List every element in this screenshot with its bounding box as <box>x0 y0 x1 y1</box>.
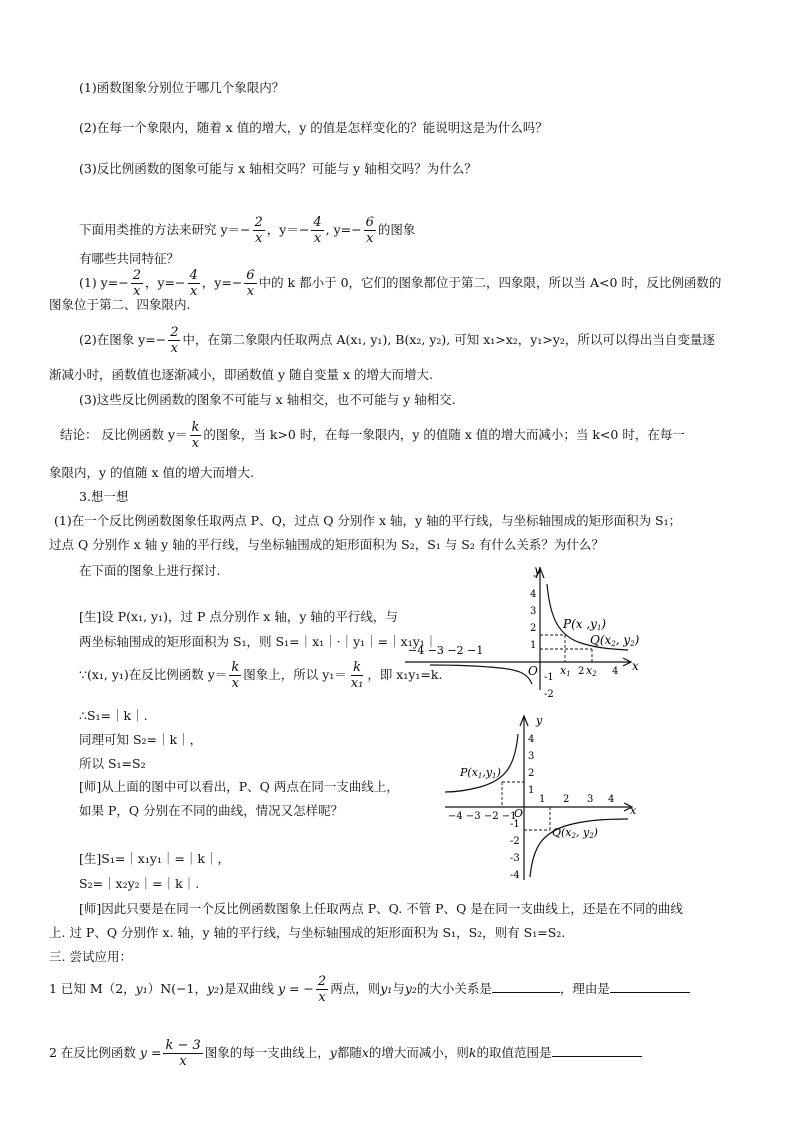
x-label: x <box>632 659 639 673</box>
svg-text:3: 3 <box>528 751 535 762</box>
svg-text:2: 2 <box>563 794 570 805</box>
point-2: (2)在图象 y=− $\frac{2}{x}$ 中，在第二象限内任取两点 A(x₁, y₁), B(x₂, y₂), 可知 x₁>x₂，y₁>y₂，所以可以得出当自变量逐 <box>79 325 715 356</box>
svg-text:-1: -1 <box>544 672 554 683</box>
think-p1: (1)在一个反比例函数图象任取两点 P、Q，过点 Q 分别作 x 轴，y 轴的平行线，与坐标轴围成的矩形面积为 S₁； <box>54 513 682 528</box>
svg-text:2: 2 <box>578 666 585 677</box>
point-3: (3)这些反比例函数的图象不可能与 x 轴相交，也不可能与 y 轴相交. <box>79 392 456 407</box>
fraction: $\frac{k}{\text{x₁}}$ <box>350 660 364 691</box>
conclusion-line-2: 象限内，y 的值随 x 值的增大而增大. <box>49 465 255 480</box>
analogy-line: 下面用类推的方法来研究 y＝− $\frac{2}{x}$ ，y＝− $\frac{4}{x}$ , y=− $\frac{6}{x}$ 的图象 <box>79 215 416 246</box>
fraction: $\frac{2}{x}$ <box>132 268 141 299</box>
svg-text:1: 1 <box>530 640 537 651</box>
svg-text:-3: -3 <box>510 853 520 864</box>
svg-text:4: 4 <box>608 794 615 805</box>
dialog-s8: S₂=｜x₂y₂｜=｜k｜. <box>79 876 200 891</box>
origin: O <box>514 807 524 820</box>
x2-label: x2 <box>586 664 597 678</box>
dialog-t1: [师]从上面的图中可以看出，P、Q 两点在同一支曲线上， <box>79 779 399 794</box>
x-neg-ticks: −4 −3 −2 −1 <box>448 811 517 822</box>
question-3: (3)反比例函数的图象可能与 x 轴相交吗？可能与 y 轴相交吗？为什么？ <box>79 161 477 176</box>
answer-blank-reason[interactable] <box>610 980 690 993</box>
fraction: $\frac{k}{x}$ <box>231 660 240 691</box>
x-neg-ticks: −4 −3 −2 −1 <box>408 644 484 657</box>
point-p-label: P(x ,y1) <box>563 617 607 632</box>
think-p2: 过点 Q 分别作 x 轴 y 轴的平行线，与坐标轴围成的矩形面积为 S₂，S₁ 与 S₂ 有什么关系？为什么？ <box>49 537 604 552</box>
svg-text:1: 1 <box>528 785 535 796</box>
svg-text:1: 1 <box>539 794 546 805</box>
dialog-s1: [生]设 P(x₁, y₁)，过 P 点分别作 x 轴，y 轴的平行线，与 <box>79 609 398 624</box>
dialog-s5: 同理可知 S₂=｜k｜， <box>79 732 203 747</box>
dialog-s4: ∴S₁=｜k｜. <box>79 708 148 723</box>
practice-q2: 2 在反比例函数 y = $\frac{k - 3}{x}$ 图象的每一支曲线上，y都随x的增大而减小，则k的取值范围是 <box>49 1038 642 1069</box>
point-2-line-2: 渐减小时，函数值也逐渐减小，即函数值 y 随自变量 x 的增大而增大. <box>49 367 433 382</box>
point-q-label: Q(x2, y2) <box>552 826 598 840</box>
fraction: $\frac{2}{x}$ <box>254 215 263 246</box>
x-pos-ticks <box>578 666 618 677</box>
think-p3: 在下面的图象上进行探讨. <box>79 563 221 578</box>
dialog-t4: 上. 过 P、Q 分别作 x. 轴，y 轴的平行线，与坐标轴围成的矩形面积为 S₁，S₂，则有 S₁=S₂. <box>49 925 566 940</box>
curve-q2 <box>445 734 518 792</box>
svg-text:3: 3 <box>587 794 594 805</box>
point-q-label: Q(x2, y2) <box>590 633 640 648</box>
question-1: (1)函数图象分别位于哪几个象限内？ <box>79 80 285 95</box>
fraction: $\frac{2}{x}$ <box>317 974 327 1005</box>
svg-text:-2: -2 <box>510 836 520 847</box>
fraction: $\frac{k - 3}{x}$ <box>165 1038 201 1069</box>
graph-1 <box>400 562 650 700</box>
x-pos-ticks <box>539 794 614 805</box>
dialog-t3: [师]因此只要是在同一个反比例函数图象上任取两点 P、Q. 不管 P、Q 是在同一支曲线上，还是在不同的曲线 <box>79 901 683 916</box>
fraction: $\frac{2}{x}$ <box>170 325 179 356</box>
dialog-s7: [生]S₁=｜x₁y₁｜=｜k｜， <box>79 851 230 866</box>
dialog-s6: 所以 S₁=S₂ <box>79 756 146 771</box>
answer-blank-relation[interactable] <box>492 980 560 993</box>
x-label: x <box>630 804 637 817</box>
svg-text:3: 3 <box>530 606 537 617</box>
answer-blank-k-range[interactable] <box>552 1044 642 1057</box>
svg-text:2: 2 <box>528 768 535 779</box>
fraction: $\frac{4}{x}$ <box>189 268 198 299</box>
curve-q3 <box>430 665 532 684</box>
fraction: $\frac{k}{x}$ <box>191 420 200 451</box>
fraction: $\frac{6}{x}$ <box>365 215 374 246</box>
analogy-line-2: 有哪些共同特征？ <box>79 251 180 266</box>
fraction: $\frac{6}{x}$ <box>246 268 255 299</box>
fraction: $\frac{4}{x}$ <box>313 215 322 246</box>
svg-text:4: 4 <box>530 589 537 600</box>
svg-text:-2: -2 <box>544 689 554 700</box>
practice-heading: 三. 尝试应用： <box>49 949 132 964</box>
graph-2 <box>440 712 640 882</box>
svg-text:-4: -4 <box>510 870 520 881</box>
think-heading: 3.想一想 <box>79 489 129 504</box>
dialog-s2: 两坐标轴围成的矩形面积为 S₁，则 S₁=｜x₁｜·｜y₁｜=｜x₁y₁｜ <box>79 634 438 649</box>
x1-label: x1 <box>560 664 571 678</box>
practice-q1: 1 已知 M（2，y₁）N(−1，y₂)是双曲线 y = − $\frac{2}{x}$ 两点，则y₁与y₂的大小关系是 ，理由是 <box>49 974 690 1005</box>
y-label: y <box>536 714 543 727</box>
origin: O <box>528 664 538 678</box>
svg-text:4: 4 <box>612 666 619 677</box>
point-1: (1) y=− $\frac{2}{x}$ ，y=− $\frac{4}{x}$ ，y=− $\frac{6}{x}$ 中的 k 都小于 0，它们的图象都位于第二，四象限，所以当 A<0 时，反比例函数的 <box>79 268 722 299</box>
point-1-line-2: 图象位于第二、四象限内. <box>49 297 191 312</box>
conclusion: 结论： 反比例函数 y＝ $\frac{k}{x}$ 的图象，当 k>0 时，在每一象限内，y 的值随 x 值的增大而减小；当 k<0 时，在每一 <box>60 420 685 451</box>
svg-text:2: 2 <box>530 623 537 634</box>
svg-text:-1: -1 <box>510 819 520 830</box>
dialog-s3: ∵(x₁, y₁)在反比例函数 y＝ $\frac{k}{x}$ 图象上，所以 y₁＝ $\frac{k}{\text{x₁}}$ ，即 x₁y₁=k. <box>79 660 443 691</box>
y-label: y <box>534 563 541 577</box>
dialog-t2: 如果 P，Q 分别在不同的曲线，情况又怎样呢？ <box>79 803 344 818</box>
point-p-label: P(x1,y1) <box>460 766 501 780</box>
question-2: (2)在每一个象限内，随着 x 值的增大，y 的值是怎样变化的？能说明这是为什么吗？ <box>79 120 548 135</box>
svg-text:4: 4 <box>528 734 535 745</box>
